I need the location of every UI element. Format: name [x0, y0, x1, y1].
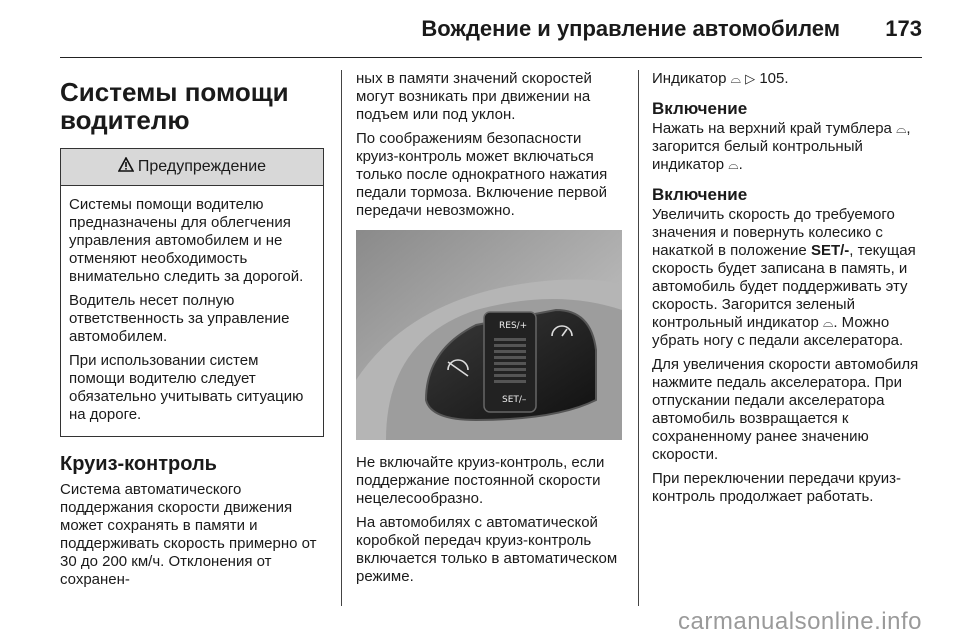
warning-paragraph: Водитель несет полную ответственность за управление автомобилем.: [69, 292, 290, 345]
warning-header: [61, 149, 323, 186]
warning-triangle-icon: [118, 157, 134, 177]
body-paragraph: По соображениям безопасности круиз-контроль может включаться только после однократного нажатия педали тормоза. Включение первой передачи невозможно.: [356, 130, 608, 219]
set-label: SET/-: [810, 242, 850, 259]
warning-label: Предупреждение: [137, 158, 267, 175]
figure-label-res: RES/+: [499, 321, 528, 331]
section-heading: Включение: [652, 99, 748, 118]
indicator-prefix: Индикатор: [652, 70, 727, 87]
warning-paragraph: Системы помощи водителю предназначены для облегчения управления автомобилем и не отменяют необходимость внимательно следить за дорогой.: [69, 196, 304, 285]
watermark: carmanualsonline.info: [678, 608, 922, 635]
page-number: 173: [885, 16, 922, 41]
body-paragraph: Система автоматического поддержания скорости движения может сохранять в памяти и поддерживать скорость примерно от 30 до 200 км/ч. Отклонения от сохранен-: [60, 481, 317, 588]
warning-paragraph: При использовании систем помощи водителю следует обязательно учитывать ситуацию на дороге.: [69, 352, 304, 423]
speedometer-icon: ⌓: [823, 315, 834, 330]
speedometer-icon: ⌓: [896, 121, 907, 136]
subsection-title: Круиз-контроль: [60, 453, 217, 475]
column-divider: [341, 70, 342, 606]
warning-box: [60, 148, 324, 437]
warning-body: [61, 186, 323, 436]
page-ref-icon: ▷: [745, 71, 756, 86]
column-3: [652, 70, 922, 512]
column-2: [356, 70, 622, 592]
steering-wheel-figure: [356, 230, 622, 440]
header-rule: [60, 57, 922, 58]
body-paragraph: [652, 206, 922, 350]
body-paragraph: При переключении передачи круиз-контроль продолжает работать.: [652, 470, 902, 505]
speedometer-icon: ⌓: [730, 71, 741, 86]
section-title: Системы помощи водителю: [60, 77, 289, 135]
indicator-line: [652, 70, 922, 88]
body-paragraph: На автомобилях с автоматической коробкой передач круиз-контроль включается только в автоматическом режиме.: [356, 514, 618, 585]
text-run: , загорится белый контрольный индикатор: [652, 120, 911, 173]
text-run: Увеличить скорость до требуемого значения и повернуть колесико с накаткой в положение: [652, 206, 895, 259]
figure-label-set: SET/–: [502, 395, 527, 405]
indicator-ref[interactable]: 105.: [759, 70, 789, 87]
text-run: Нажать на верхний край тумблера: [652, 120, 892, 137]
column-1: [60, 70, 324, 595]
section-heading: Включение: [652, 185, 748, 204]
body-paragraph: Не включайте круиз-контроль, если поддержание постоянной скорости нецелесообразно.: [356, 454, 605, 507]
body-paragraph: Нажать на верхний край тумблера ⌓, загорится белый контрольный индикатор ⌓.: [652, 120, 911, 173]
speedometer-icon: ⌓: [728, 157, 739, 172]
page-header: [0, 0, 960, 56]
text-run: , текущая скорость будет записана в память, и автомобиль будет поддерживать эту скорость. Загорится зеленый контрольный индикатор: [652, 242, 916, 331]
header-title: Вождение и управление автомобилем: [421, 16, 840, 41]
column-divider: [638, 70, 639, 606]
body-paragraph: ных в памяти значений скоростей могут возникать при движении на подъем или под уклон.: [356, 70, 592, 123]
body-paragraph: Для увеличения скорости автомобиля нажмите педаль акселератора. При отпускании педали акселератора автомобиль возвращается к сохраненному ранее значению скорости.: [652, 356, 919, 463]
text-run: . Можно убрать ногу с педали акселератора.: [652, 314, 904, 349]
